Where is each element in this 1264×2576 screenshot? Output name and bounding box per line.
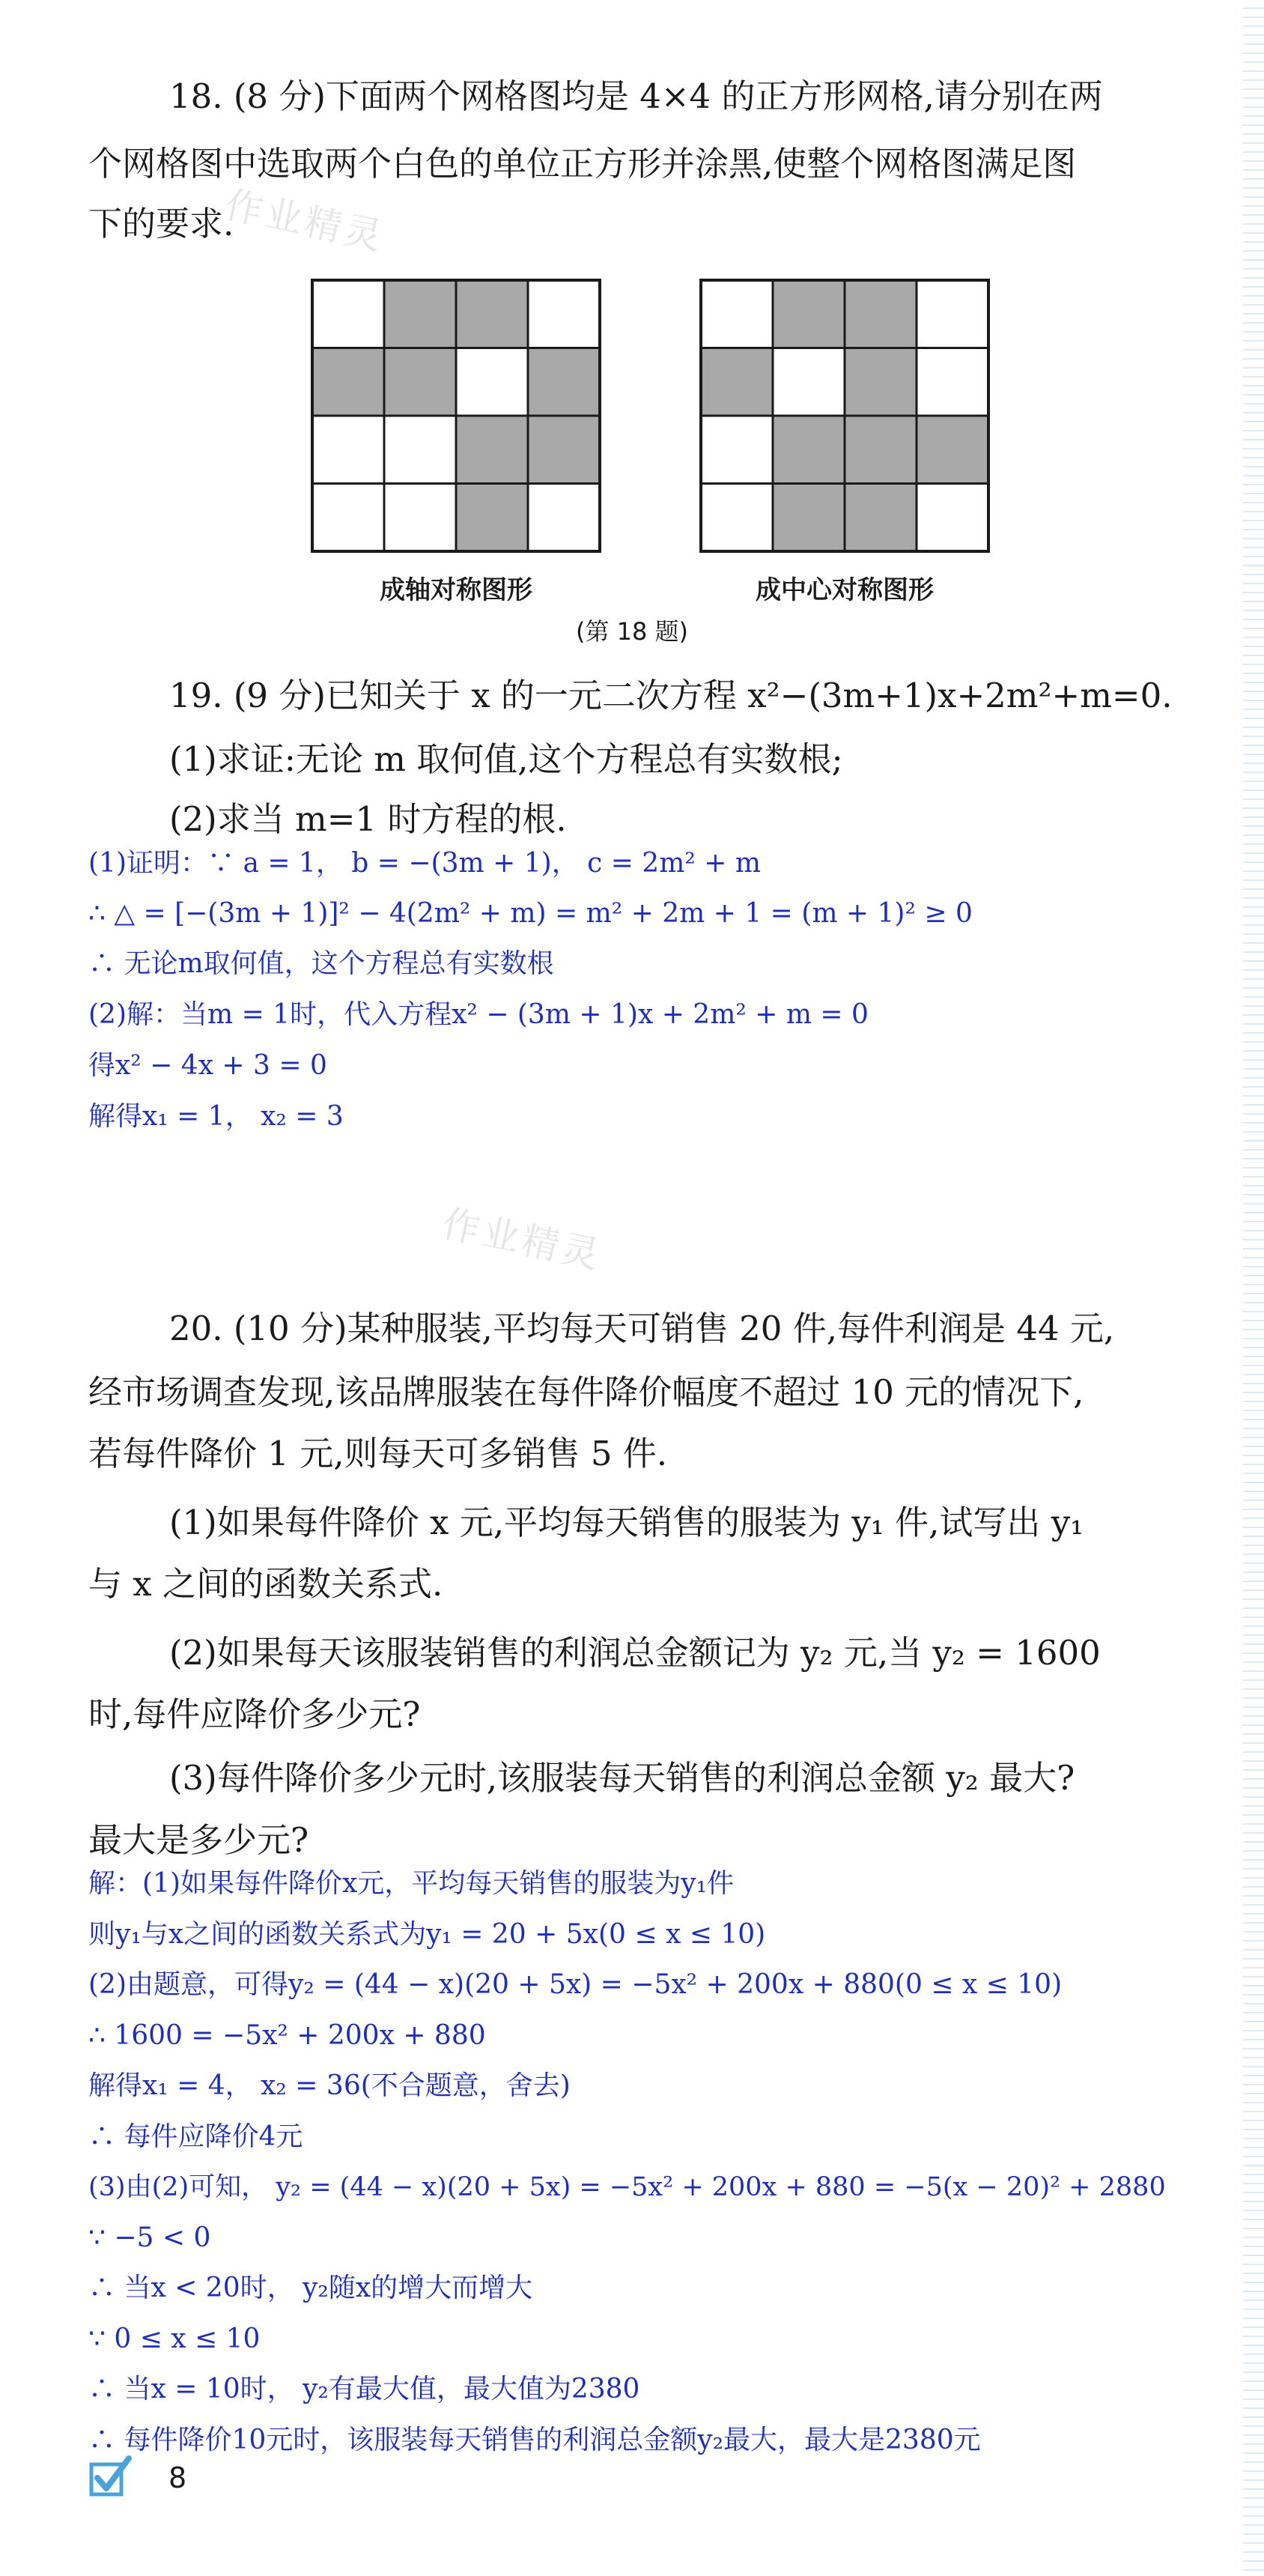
grid-cell-white bbox=[384, 484, 456, 552]
q20-answer-line: ∵ −5 < 0 bbox=[88, 2222, 211, 2253]
grid-cell-shaded bbox=[701, 348, 773, 416]
grid-cell-shaded bbox=[384, 280, 456, 348]
grid-cell-shaded bbox=[456, 280, 528, 348]
q20-stem-line: 若每件降价 1 元,则每天可多销售 5 件. bbox=[88, 1434, 668, 1473]
grid-cell-white bbox=[528, 280, 600, 348]
q19-part2: (2)求当 m=1 时方程的根. bbox=[169, 799, 567, 839]
grid-cell-shaded bbox=[845, 416, 917, 484]
grid-cell-shaded bbox=[456, 484, 528, 552]
q19-answer-line: ∴ △ = [−(3m + 1)]² − 4(2m² + m) = m² + 2m + 1 = (m + 1)² ≥ 0 bbox=[88, 898, 973, 929]
q19-answer-line: ∴ 无论m取何值，这个方程总有实数根 bbox=[88, 948, 554, 979]
q18-line: 个网格图中选取两个白色的单位正方形并涂黑,使整个网格图满足图 bbox=[88, 144, 1077, 184]
grid-cell-white bbox=[701, 484, 773, 552]
q20-stem-line: 经市场调查发现,该品牌服装在每件降价幅度不超过 10 元的情况下, bbox=[88, 1372, 1084, 1412]
grid-cell-shaded bbox=[917, 416, 988, 484]
q19-answer-line: 得x² − 4x + 3 = 0 bbox=[88, 1050, 327, 1081]
grid-cell-white bbox=[528, 484, 600, 552]
q20-part1-line: 与 x 之间的函数关系式. bbox=[88, 1564, 443, 1604]
grid-central-symmetry-svg bbox=[698, 277, 991, 554]
watermark: 作业精灵 bbox=[221, 183, 389, 259]
grid-central-symmetry bbox=[698, 277, 991, 554]
q20-answer-line: (3)由(2)可知， y₂ = (44 − x)(20 + 5x) = −5x² + 200x + 880 = −5(x − 20)² + 2880 bbox=[88, 2172, 1166, 2202]
q18-line: 下的要求. bbox=[88, 204, 234, 243]
grid-cell-shaded bbox=[773, 416, 845, 484]
grid-cell-shaded bbox=[384, 348, 456, 416]
q19-answer-line: (2)解：当m = 1时，代入方程x² − (3m + 1)x + 2m² + m = 0 bbox=[88, 999, 869, 1030]
figure-label: (第 18 题) bbox=[575, 617, 689, 646]
grid-cell-white bbox=[773, 348, 845, 416]
q19-answer-line: (1)证明：∵ a = 1， b = −(3m + 1)， c = 2m² + m bbox=[88, 848, 761, 879]
q20-answer-line: ∵ 0 ≤ x ≤ 10 bbox=[88, 2324, 261, 2354]
watermark: 作业精灵 bbox=[438, 1201, 606, 1278]
grid-cell-white bbox=[456, 348, 528, 416]
q20-answer-line: ∴ 每件应降价4元 bbox=[88, 2121, 303, 2152]
q20-part2-line: 时,每件应降价多少元? bbox=[88, 1694, 421, 1734]
grid-cell-shaded bbox=[845, 280, 917, 348]
q20-stem-line: 20. (10 分)某种服装,平均每天可销售 20 件,每件利润是 44 元, bbox=[169, 1309, 1115, 1348]
grid-axial-symmetry-svg bbox=[309, 277, 603, 554]
grid-axial-symmetry bbox=[309, 277, 603, 554]
grid-cell-white bbox=[312, 484, 384, 552]
q19-stem: 19. (9 分)已知关于 x 的一元二次方程 x²−(3m+1)x+2m²+m=0. bbox=[169, 676, 1173, 715]
q20-answer-line: 则y₁与x之间的函数关系式为y₁ = 20 + 5x(0 ≤ x ≤ 10) bbox=[88, 1919, 766, 1950]
grid-cell-shaded bbox=[528, 416, 600, 484]
q20-answer-line: 解得x₁ = 4， x₂ = 36(不合题意，舍去) bbox=[88, 2070, 571, 2101]
grid-cell-white bbox=[701, 416, 773, 484]
grid-caption: 成轴对称图形 bbox=[380, 575, 532, 605]
grid-cell-white bbox=[701, 280, 773, 348]
grid-cell-white bbox=[917, 280, 988, 348]
grid-cell-white bbox=[917, 484, 988, 552]
q20-answer-line: ∴ 每件降价10元时，该服装每天销售的利润总金额y₂最大，最大是2380元 bbox=[88, 2425, 981, 2455]
grid-cell-shaded bbox=[773, 484, 845, 552]
grid-cell-white bbox=[312, 280, 384, 348]
grid-cell-shaded bbox=[773, 280, 845, 348]
q20-part3-line: 最大是多少元? bbox=[88, 1820, 309, 1860]
grid-cell-shaded bbox=[312, 348, 384, 416]
q20-part1-line: (1)如果每件降价 x 元,平均每天销售的服装为 y₁ 件,试写出 y₁ bbox=[169, 1503, 1084, 1542]
q20-answer-line: 解：(1)如果每件降价x元，平均每天销售的服装为y₁件 bbox=[88, 1868, 735, 1899]
grid-cell-shaded bbox=[845, 348, 917, 416]
grid-cell-shaded bbox=[456, 416, 528, 484]
q20-part3-line: (3)每件降价多少元时,该服装每天销售的利润总金额 y₂ 最大? bbox=[169, 1758, 1075, 1798]
q20-part2-line: (2)如果每天该服装销售的利润总金额记为 y₂ 元,当 y₂ = 1600 bbox=[169, 1633, 1101, 1673]
checkbox-check-icon bbox=[88, 2454, 133, 2499]
q20-answer-line: ∴ 当x = 10时， y₂有最大值，最大值为2380 bbox=[88, 2374, 640, 2404]
grid-cell-white bbox=[312, 416, 384, 484]
grid-cell-white bbox=[384, 416, 456, 484]
q19-answer-line: 解得x₁ = 1， x₂ = 3 bbox=[88, 1101, 344, 1132]
q20-answer-line: (2)由题意，可得y₂ = (44 − x)(20 + 5x) = −5x² + 200x + 880(0 ≤ x ≤ 10) bbox=[88, 1969, 1063, 2000]
grid-cell-shaded bbox=[845, 484, 917, 552]
q18-line: 18. (8 分)下面两个网格图均是 4×4 的正方形网格,请分别在两 bbox=[169, 76, 1103, 116]
q19-part1: (1)求证:无论 m 取何值,这个方程总有实数根; bbox=[169, 739, 843, 779]
page-number: 8 bbox=[168, 2461, 187, 2494]
grid-cell-white bbox=[917, 348, 988, 416]
q20-answer-line: ∴ 1600 = −5x² + 200x + 880 bbox=[88, 2020, 486, 2051]
grid-cell-shaded bbox=[528, 348, 600, 416]
q20-answer-line: ∴ 当x < 20时， y₂随x的增大而增大 bbox=[88, 2273, 533, 2303]
page-edge-decoration bbox=[1243, 0, 1264, 2576]
grid-caption: 成中心对称图形 bbox=[756, 575, 934, 605]
